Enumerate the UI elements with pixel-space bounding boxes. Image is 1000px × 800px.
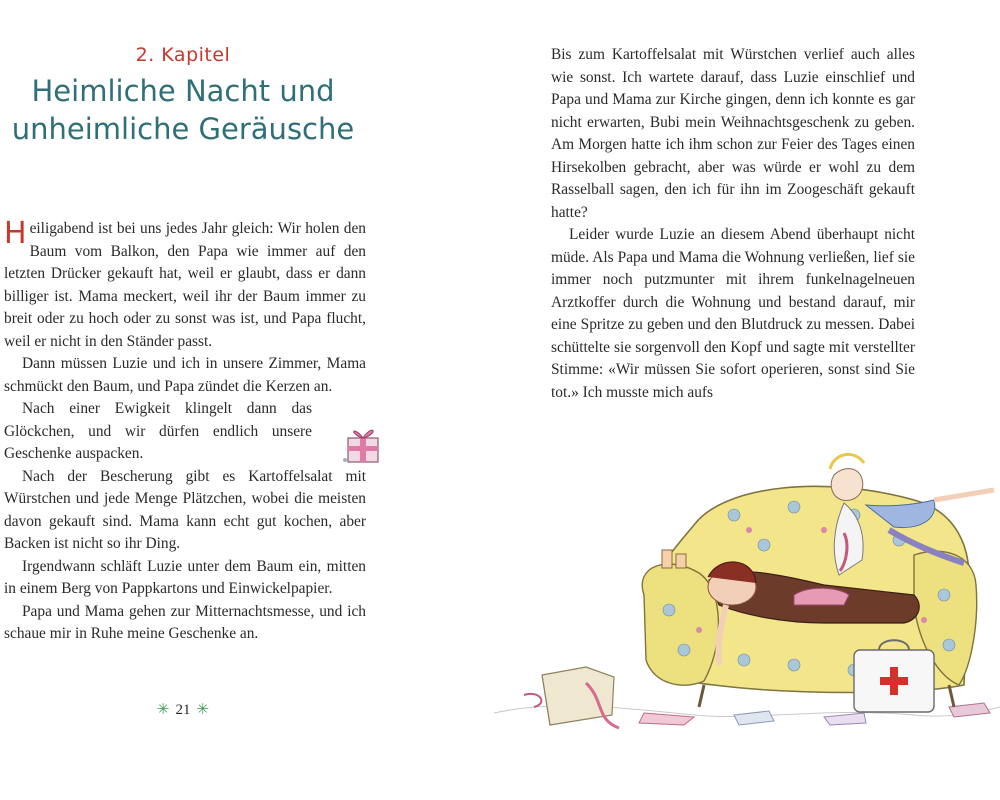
right-body-text [551,44,915,404]
illustration-sofa-scene [494,445,1000,735]
left-body-text [4,218,366,646]
paragraph: Nach der Bescherung gibt es Kartoffelsalat mit Würstchen und jede Menge Plätzchen, wobei die meisten davon gekauft sind. Mama kann echt gut kochen, aber Backen ist nicht so ihr Ding. [4,467,366,552]
right-page [500,0,1000,800]
chapter-label: 2. Kapitel [135,44,231,66]
drop-cap: H [4,216,27,251]
paragraph: Leider wurde Luzie an diesem Abend überhaupt nicht müde. Als Papa und Mama die Wohnung verließen, lief sie immer noch putzmunter mit ihrem funkelnagelneuen Arztkoffer durch die Wohnung und bestand darauf, mir eine Spritze zu geben und den Blutdruck zu messen. Dabei schüttelte sie sorgenvoll den Kopf und sagte mit verstellter Stimme: «Wir müssen Sie sofort operieren, sonst sind Sie tot.» Ich musste mich aufs [551,226,915,401]
paragraph: Nach einer Ewigkeit klingelt dann das Glöckchen, und wir dürfen endlich unsere Geschenke auspacken. [4,400,312,462]
page-number [0,700,366,719]
chapter-title [0,72,366,148]
paragraph: Dann müssen Luzie und ich in unsere Zimmer, Mama schmückt den Baum, und Papa zündet die Kerzen an. [4,355,366,395]
star-icon: ✳ [196,702,210,718]
chapter-title-line-2: unheimliche Geräusche [11,112,355,146]
gift-icon [340,418,388,466]
chapter-title-line-1: Heimliche Nacht und [31,74,335,108]
paragraph: Irgendwann schläft Luzie unter dem Baum ein, mitten in einem Berg von Pappkartons und Einwickelpapier. [4,557,366,597]
paragraph: eiligabend ist bei uns jedes Jahr gleich: Wir holen den Baum vom Balkon, den Papa wie immer auf den letzten Drücker gekauft hat, weil er glaubt, dass er dann billiger ist. Mama meckert, weil ihr der Baum immer zu breit oder zu hoch oder zu sonst was ist, und Papa flucht, weil er nicht in den Ständer passt. [4,220,366,350]
page-number-value: 21 [175,702,191,718]
paragraph: Papa und Mama gehen zur Mitternachtsmesse, und ich schaue mir in Ruhe meine Geschenke an. [4,602,366,642]
paragraph: Bis zum Kartoffelsalat mit Würstchen verlief auch alles wie sonst. Ich wartete darauf, dass Luzie einschlief und Papa und Mama zur Kirche gingen, denn ich konnte es gar nicht erwarten, Bubi mein Weihnachtsgeschenk zu geben. Am Morgen hatte ich ihm schon zur Feier des Tages einen Hirsekolben gebracht, aber was würde er wohl zu dem Rasselball sagen, den ich für ihn im Zoogeschäft gekauft hatte? [551,46,915,221]
star-icon: ✳ [156,702,170,718]
